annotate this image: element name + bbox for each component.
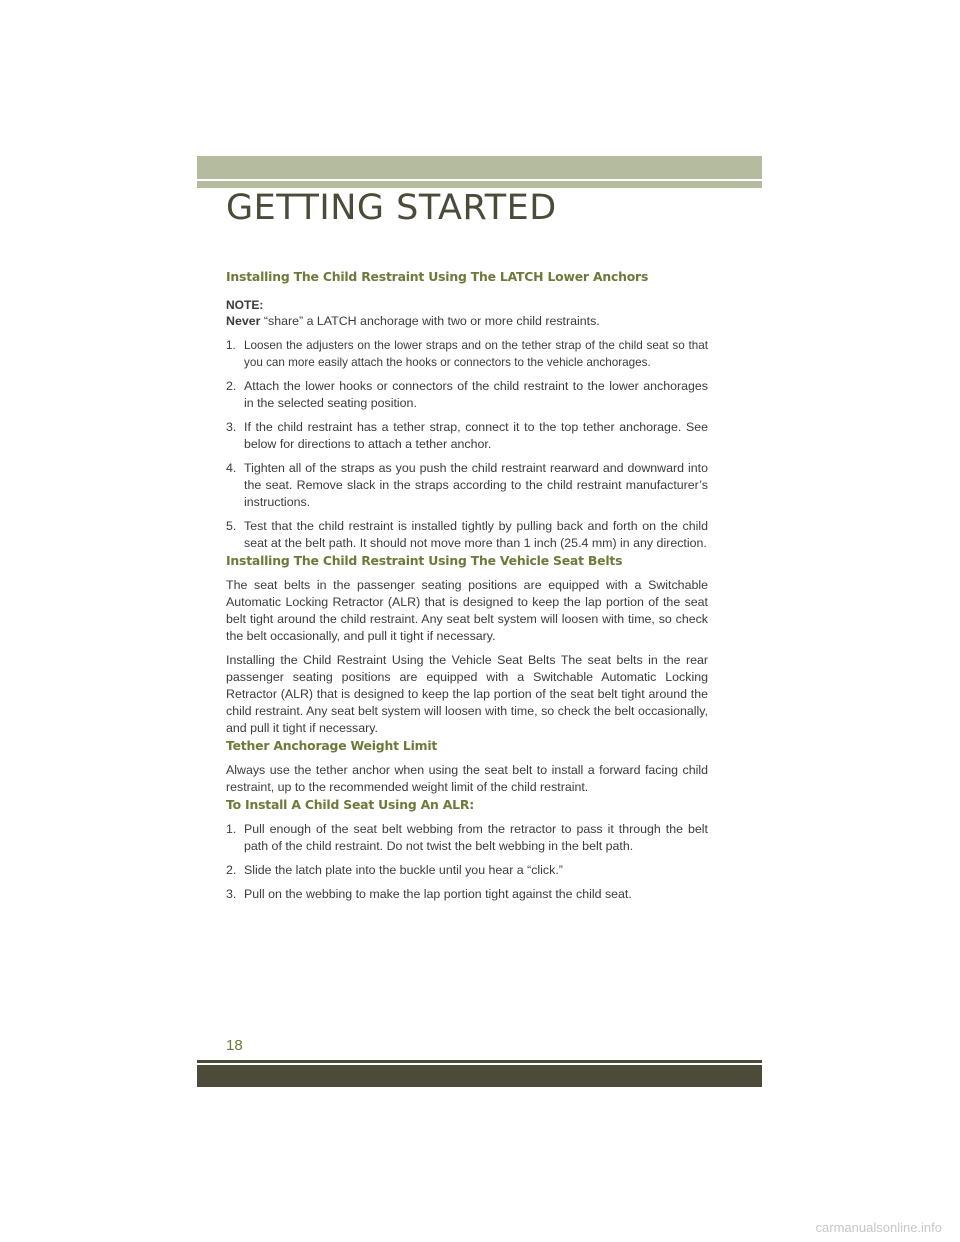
page-number: 18 (226, 1037, 243, 1054)
paragraph: Installing the Child Restraint Using the Vehicle Seat Belts The seat belts in the rear passenger seating positions are equipped with a Switchable Automatic Locking Retractor (ALR) that is designed to keep the lap portion of the seat belt tight around the child restraint. Any seat belt system will loosen with time, so check the belt occasionally, and pull it tight if necessary. (226, 653, 708, 735)
list-item (226, 337, 708, 371)
step-number: 3. (226, 420, 237, 434)
footer-band (197, 1065, 762, 1087)
step-text: Tighten all of the straps as you push the child restraint rearward and downward into the seat. Remove slack in the straps according to the child restraint manufacturer’s instructions. (244, 461, 708, 509)
alr-steps (226, 821, 708, 903)
list-item (226, 886, 708, 903)
heading-install-alr: To Install A Child Seat Using An ALR: (226, 797, 474, 812)
paragraph: Always use the tether anchor when using the seat belt to install a forward facing child restraint, up to the recommended weight limit of the child restraint. (226, 763, 708, 794)
step-text: Attach the lower hooks or connectors of the child restraint to the lower anchorages in the selected seating position. (244, 379, 708, 410)
step-number: 5. (226, 519, 237, 533)
page-content (226, 268, 708, 903)
list-item (226, 821, 708, 855)
step-number: 1. (226, 822, 237, 836)
latch-steps (226, 337, 708, 552)
footer-rule (197, 1060, 762, 1063)
step-number: 4. (226, 461, 237, 475)
list-item (226, 460, 708, 511)
step-text: Pull on the webbing to make the lap portion tight against the child seat. (244, 887, 632, 901)
watermark: carmanualsonline.info (815, 1220, 942, 1235)
list-item (226, 518, 708, 552)
step-text: Pull enough of the seat belt webbing from the retractor to pass it through the belt path of the child restraint. Do not twist the belt webbing in the belt path. (244, 822, 708, 853)
step-number: 2. (226, 863, 237, 877)
heading-seat-belts: Installing The Child Restraint Using The Vehicle Seat Belts (226, 553, 623, 568)
note-text (226, 313, 708, 330)
list-item (226, 378, 708, 412)
header-band (197, 156, 762, 179)
note-label: NOTE: (226, 298, 264, 312)
step-text: Loosen the adjusters on the lower straps and on the tether strap of the child seat so that you can more easily attach the hooks or connectors to the vehicle anchorages. (244, 339, 708, 369)
heading-tether-limit: Tether Anchorage Weight Limit (226, 738, 438, 753)
step-text: Test that the child restraint is installed tightly by pulling back and forth on the child seat at the belt path. It should not move more than 1 inch (25.4 mm) in any direction. (244, 519, 708, 550)
list-item (226, 862, 708, 879)
step-text: If the child restraint has a tether strap, connect it to the top tether anchorage. See below for directions to attach a tether anchor. (244, 420, 708, 451)
note-bold: Never (226, 314, 261, 328)
step-number: 1. (226, 339, 236, 352)
paragraph: The seat belts in the passenger seating positions are equipped with a Switchable Automatic Locking Retractor (ALR) that is designed to keep the lap portion of the seat belt tight around the child restraint. Any seat belt system will loosen with time, so check the belt occasionally, and pull it tight if necessary. (226, 578, 708, 643)
header-rule (197, 181, 762, 188)
section-title: GETTING STARTED (226, 188, 557, 228)
list-item (226, 419, 708, 453)
step-number: 2. (226, 379, 237, 393)
heading-latch: Installing The Child Restraint Using The LATCH Lower Anchors (226, 269, 649, 284)
note-rest: “share” a LATCH anchorage with two or more child restraints. (260, 314, 600, 328)
step-number: 3. (226, 887, 237, 901)
step-text: Slide the latch plate into the buckle until you hear a “click.” (244, 863, 563, 877)
